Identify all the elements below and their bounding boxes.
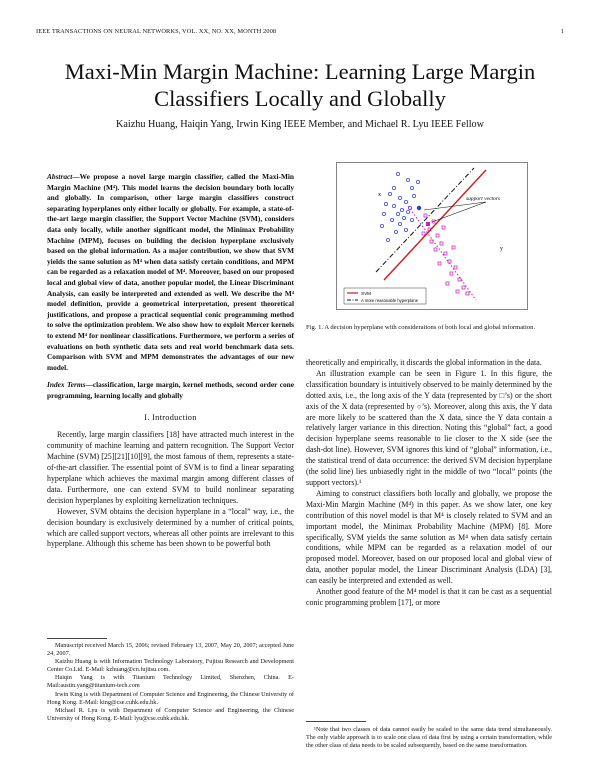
abstract <box>47 172 294 373</box>
footnote-author-4: Michael R. Lyu is with Department of Computer Science and Engineering, the Chinese University of Hong Kong. E-Mail: lyu@cse.cuhk.edu.hk. <box>47 706 294 722</box>
support-vector-y <box>426 222 430 226</box>
footnote-rule <box>47 638 107 639</box>
right-paragraph-1: An illustration example can be seen in Figure 1. In this figure, the classification boundary is intuitively observed to be mainly determined by the dotted axis, i.e., the long axis of the Y data (represented by □’s) or the short axis of the X data (represented by ○’s). Moreover, along this axis, the Y data are more likely to be scattered than the X data, since the Y data contain a relatively larger variance in this direction. Noting this “global” fact, a good decision hyperplane seems reasonable to lie closer to the X side (see the dash-dot line). However, SVM ignores this kind of “global” information, i.e., the statistical trend of data occurrence: the derived SVM decision hyperplane (the solid line) lies unbiasedly right in the middle of two “local” points (the support vectors).¹ <box>306 368 552 487</box>
index-terms-label: Index Terms <box>47 380 86 390</box>
index-terms <box>47 380 294 401</box>
legend-hyperplane: A more reasonable hyperplane <box>361 298 419 303</box>
figure-caption-text: Fig. 1. A decision hyperplane with considerations of both local and global information. <box>306 324 536 331</box>
right-footnote-rule <box>306 721 366 722</box>
figure-1 <box>336 162 528 310</box>
intro-paragraph-1: Recently, large margin classifiers [18] have attracted much interest in the community of machine learning and pattern recognition. The Support Vector Machine (SVM) [25][21][10][9], the most famous of them, represents a state-of-the-art classifier. The essential point of SVM is to find a linear separating hyperplane which achieves the maximal margin among different classes of data. Furthermore, one can extend SVM to build nonlinear separating decision hyperplanes by exploiting kernelization techniques. <box>47 430 294 505</box>
x-class-label: x <box>378 192 381 198</box>
y-class-label: y <box>500 246 503 252</box>
abstract-text: —We propose a novel large margin classifier, called the Maxi-Min Margin Machine (M⁴). This model learns the decision boundary both locally and globally. In comparison, other large margin classifiers construct separating hyperplanes only either locally or globally. For example, a state-of-the-art large margin classifier, the Support Vector Machine (SVM), considers data only locally, while another significant model, the Minimax Probability Machine (MPM), focuses on building the decision hyperplane exclusively based on the global information. As a major contribution, we show that SVM yields the same solution as M⁴ when data satisfy certain conditions, and MPM can be regarded as a relaxation model of M⁴. Moreover, based on our proposed local and global view of data, another popular model, the Linear Discriminant Analysis, can easily be interpreted and extended as well. We describe the M⁴ model definition, provide a geometrical interpretation, present theoretical justifications, and propose a practical sequential conic programming method to solve the optimization problem. We also show how to exploit Mercer kernels to extend M⁴ for nonlinear classifications. Furthermore, we perform a series of evaluations on both synthetic data sets and real world benchmark data sets. Comparison with SVM and MPM demonstrates the advantages of our new model. <box>47 172 294 372</box>
left-footnotes <box>47 638 294 723</box>
right-column <box>306 358 552 609</box>
footnote-author-1: Kaizhu Huang is with Information Technology Laboratory, Fujitsu Research and Development Center Co.Ltd. E-Mail: kzhuang@cn.fujitsu.com. <box>47 658 294 674</box>
paper-title: Maxi-Min Margin Machine: Learning Large Margin Classifiers Locally and Globally <box>64 59 536 111</box>
section-heading: I. Introduction <box>144 413 197 423</box>
right-footnote <box>306 726 552 750</box>
right-paragraph-2: Aiming to construct classifiers both locally and globally, we propose the Maxi-Min Margin Machine (M⁴) in this paper. As we show later, one key contribution of this novel model is that M⁴ is closely related to SVM and an important model, the Minimax Probability Machine (MPM) [8]. More specifically, SVM yields the same solution as M⁴ when data satisfy certain conditions, while MPM can be regarded as a relaxation model of our proposed model. Moreover, based on our proposed local and global view of data, another popular model, the Linear Discriminant Analysis (LDA) [3], can easily be interpreted and extended as well. <box>306 488 552 586</box>
page-number: 1 <box>560 28 564 35</box>
intro-paragraph-2: However, SVM obtains the decision hyperplane in a “local” way, i.e., the decision boundary is exclusively determined by a number of critical points, which are called support vectors, whereas all other points are irrelevant to this hyperplane. Although this scheme has been shown to be powerful both <box>47 506 294 549</box>
figure-caption <box>306 324 552 332</box>
support-vectors-label: support vectors <box>466 196 501 202</box>
left-column <box>47 172 294 550</box>
figure-legend <box>344 288 426 304</box>
running-header <box>36 28 564 35</box>
footnote-manuscript: Manuscript received March 15, 2006; revised February 13, 2007, May 20, 2007; accepted June 24, 2007. <box>47 642 294 658</box>
figure-frame <box>337 163 528 310</box>
legend-svm: SVM <box>361 291 371 296</box>
right-paragraph-3: Another good feature of the M⁴ model is that it can be cast as a sequential conic programming problem [17], or more <box>306 587 552 607</box>
right-paragraph-0: theoretically and empirically, it discards the global information in the data. <box>306 358 542 367</box>
abstract-label: Abstract <box>47 172 73 181</box>
support-vector-x <box>417 206 421 210</box>
footnote-1: ¹Note that two classes of data cannot easily be scaled to the same data trend simultaneously. The only viable approach is to scale one class of data first by using a certain transformation, while the other class of data needs to be scaled subsequently, based on the same transformation. <box>306 726 552 750</box>
footnote-author-2: Haiqin Yang is with Titanium Technology Limited, Shenzhen, China. E-Mail:austin.yang@titanium-tech.com <box>47 674 294 690</box>
index-terms-text: —classification, large margin, kernel methods, second order cone programming, learning locally and globally <box>47 380 294 400</box>
journal-header: IEEE TRANSACTIONS ON NEURAL NETWORKS, VOL. XX, NO. XX, MONTH 2008 <box>36 28 277 35</box>
footnote-author-3: Irwin King is with Department of Computer Science and Engineering, the Chinese University of Hong Kong. E-Mail: king@cse.cuhk.edu.hk. <box>47 690 294 706</box>
author-list: Kaizhu Huang, Haiqin Yang, Irwin King IEEE Member, and Michael R. Lyu IEEE Fellow <box>116 119 484 130</box>
